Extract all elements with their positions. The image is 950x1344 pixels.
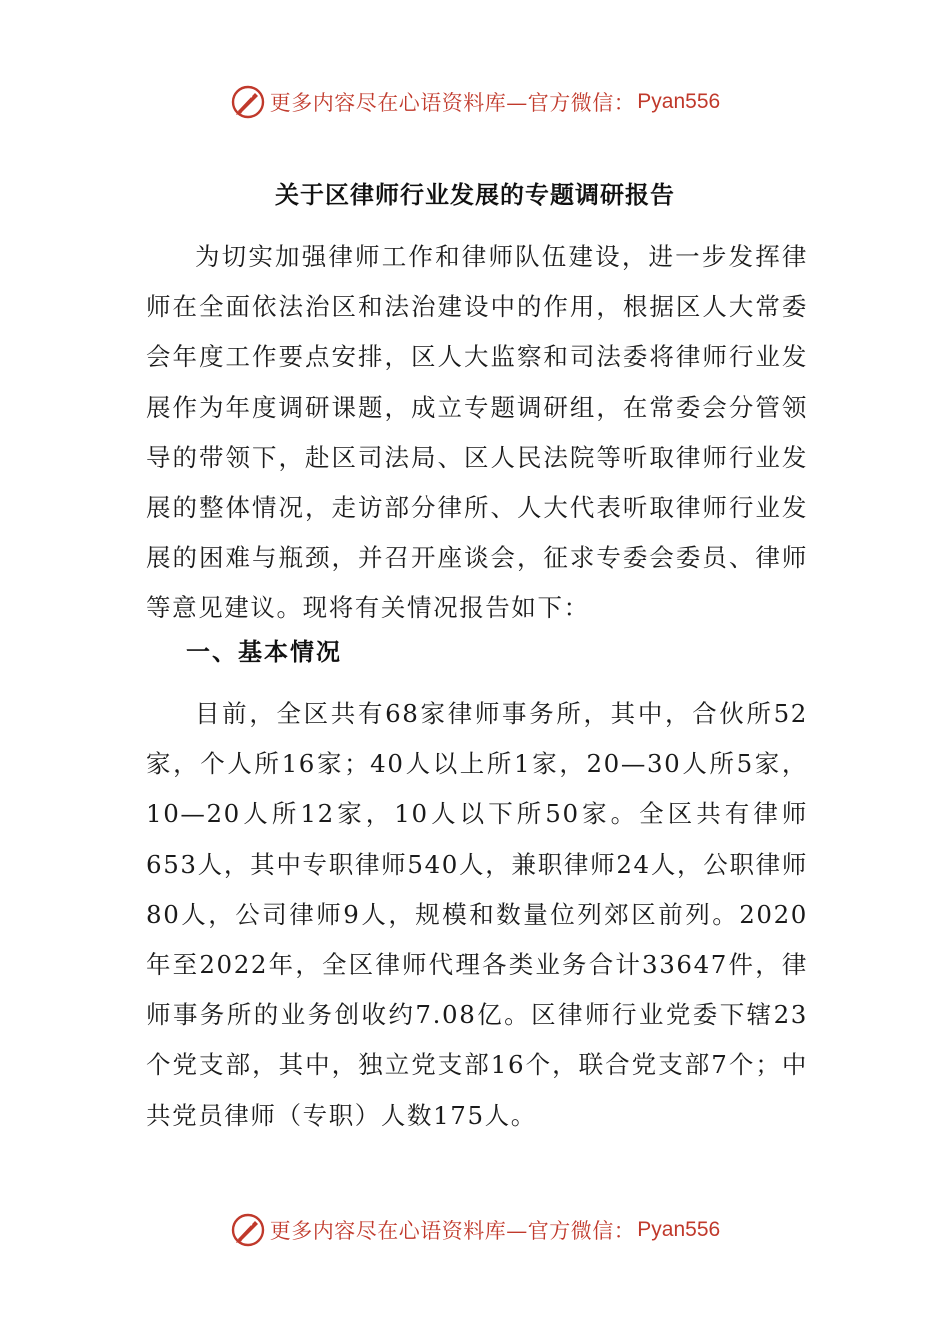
pen-logo-icon (230, 84, 266, 120)
document-title: 关于区律师行业发展的专题调研报告 (275, 181, 675, 209)
pen-logo-icon (230, 1212, 266, 1248)
intro-paragraph-block (146, 232, 808, 634)
section1-paragraph-block (146, 689, 808, 1141)
section1-paragraph: 目前，全区共有68家律师事务所，其中，合伙所52家，个人所16家；40人以上所1家，20—30人所5家，10—20人所12家，10人以下所50家。全区共有律师653人，其中专职律师540人，兼职律师24人，公职律师80人，公司律师9人，规模和数量位列郊区前列。2020年至2022年，全区律师代理各类业务合计33647件，律师事务所的业务创收约7.08亿。区律师行业党委下辖23个党支部，其中，独立党支部16个，联合党支部7个；中共党员律师（专职）人数175人。 (146, 699, 808, 1130)
watermark-banner-bottom (0, 1210, 950, 1250)
watermark-banner-top (0, 82, 950, 122)
watermark-wechat-id: Pyan556 (637, 90, 721, 113)
watermark-text: 更多内容尽在心语资料库—官方微信： (269, 1219, 636, 1243)
watermark-text: 更多内容尽在心语资料库—官方微信： (269, 91, 636, 115)
intro-paragraph: 为切实加强律师工作和律师队伍建设，进一步发挥律师在全面依法治区和法治建设中的作用，根据区人大常委会年度工作要点安排，区人大监察和司法委将律师行业发展作为年度调研课题，成立专题调研组，在常委会分管领导的带领下，赴区司法局、区人民法院等听取律师行业发展的整体情况，走访部分律所、人大代表听取律师行业发展的困难与瓶颈，并召开座谈会，征求专委会委员、律师等意见建议。现将有关情况报告如下： (146, 242, 808, 623)
section-heading-basic-situation: 一、基本情况 (186, 638, 342, 666)
watermark-wechat-id: Pyan556 (637, 1218, 721, 1241)
